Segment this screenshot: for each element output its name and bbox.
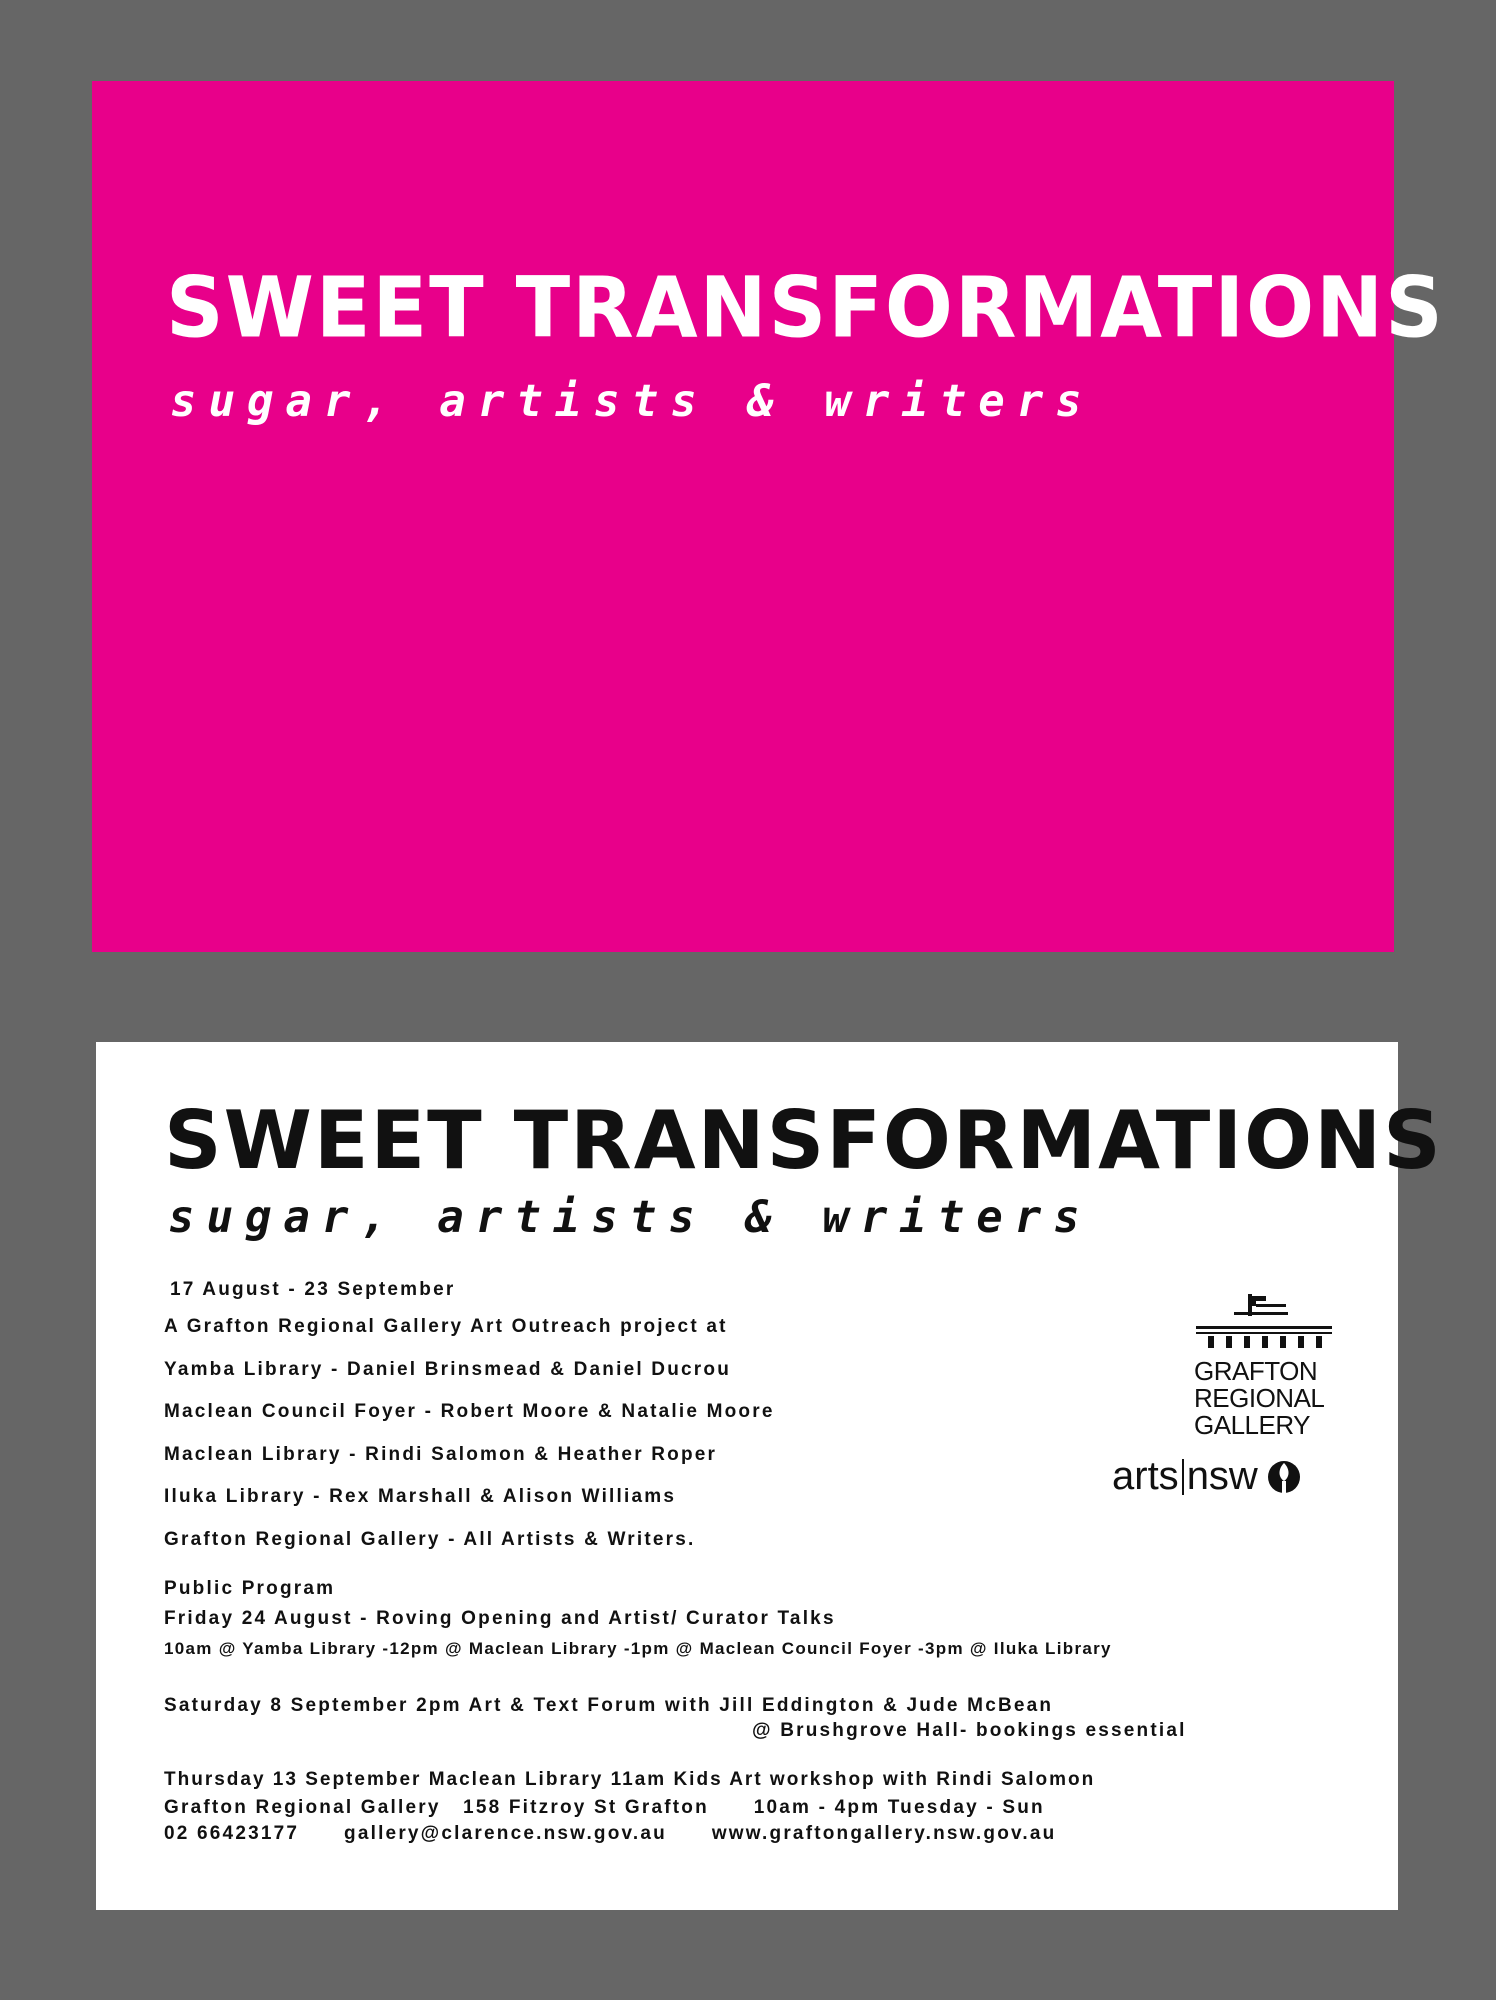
- program-thursday: Thursday 13 September Maclean Library 11am Kids Art workshop with Rindi Salomon: [164, 1769, 1096, 1790]
- front-subtitle: sugar, artists & writers: [170, 376, 1094, 427]
- venue-item: Maclean Library - Rindi Salomon & Heather Roper: [164, 1444, 718, 1465]
- front-card: [92, 81, 1445, 952]
- venue-item: Iluka Library - Rex Marshall & Alison Williams: [164, 1486, 677, 1507]
- program-friday: Friday 24 August - Roving Opening and Artist/ Curator Talks: [164, 1608, 836, 1629]
- contact-address-hours: Grafton Regional Gallery 158 Fitzroy St Grafton 10am - 4pm Tuesday - Sun: [164, 1797, 1045, 1818]
- front-title: SWEET TRANSFORMATIONS: [166, 259, 1445, 357]
- venue-item: Maclean Council Foyer - Robert Moore & Natalie Moore: [164, 1401, 775, 1422]
- venue-item: Yamba Library - Daniel Brinsmead & Daniel Ducrou: [164, 1359, 732, 1380]
- back-title: SWEET TRANSFORMATIONS: [164, 1094, 1443, 1187]
- arts-nsw-arts: arts: [1112, 1454, 1179, 1498]
- logo-line: GRAFTON: [1194, 1356, 1318, 1386]
- contact-phone-email-web: 02 66423177 gallery@clarence.nsw.gov.au www.graftongallery.nsw.gov.au: [164, 1823, 1057, 1844]
- program-friday-times: 10am @ Yamba Library -12pm @ Maclean Library -1pm @ Maclean Council Foyer -3pm @ Iluka Library: [164, 1639, 1112, 1658]
- arts-nsw-divider: [1182, 1459, 1184, 1495]
- program-saturday: Saturday 8 September 2pm Art & Text Forum with Jill Eddington & Jude McBean: [164, 1695, 1054, 1716]
- logo-line: REGIONAL: [1194, 1383, 1325, 1413]
- gallery-logo-text: [1194, 1358, 1324, 1439]
- arts-nsw-logo: [1112, 1454, 1304, 1499]
- program-saturday-venue: @ Brushgrove Hall- bookings essential: [752, 1720, 1187, 1741]
- gallery-logo: [1194, 1292, 1344, 1472]
- back-subtitle: sugar, artists & writers: [168, 1192, 1092, 1243]
- exhibition-dates: 17 August - 23 September: [170, 1279, 456, 1300]
- back-card: [96, 1042, 1443, 1910]
- gallery-building-icon: [1194, 1292, 1334, 1352]
- venue-item: Grafton Regional Gallery - All Artists & Writers.: [164, 1529, 696, 1550]
- arts-nsw-nsw: nsw: [1186, 1454, 1258, 1498]
- logo-line: GALLERY: [1194, 1410, 1310, 1440]
- program-heading: Public Program: [164, 1578, 336, 1599]
- waratah-icon: [1264, 1459, 1304, 1495]
- outreach-intro: A Grafton Regional Gallery Art Outreach project at: [164, 1316, 728, 1337]
